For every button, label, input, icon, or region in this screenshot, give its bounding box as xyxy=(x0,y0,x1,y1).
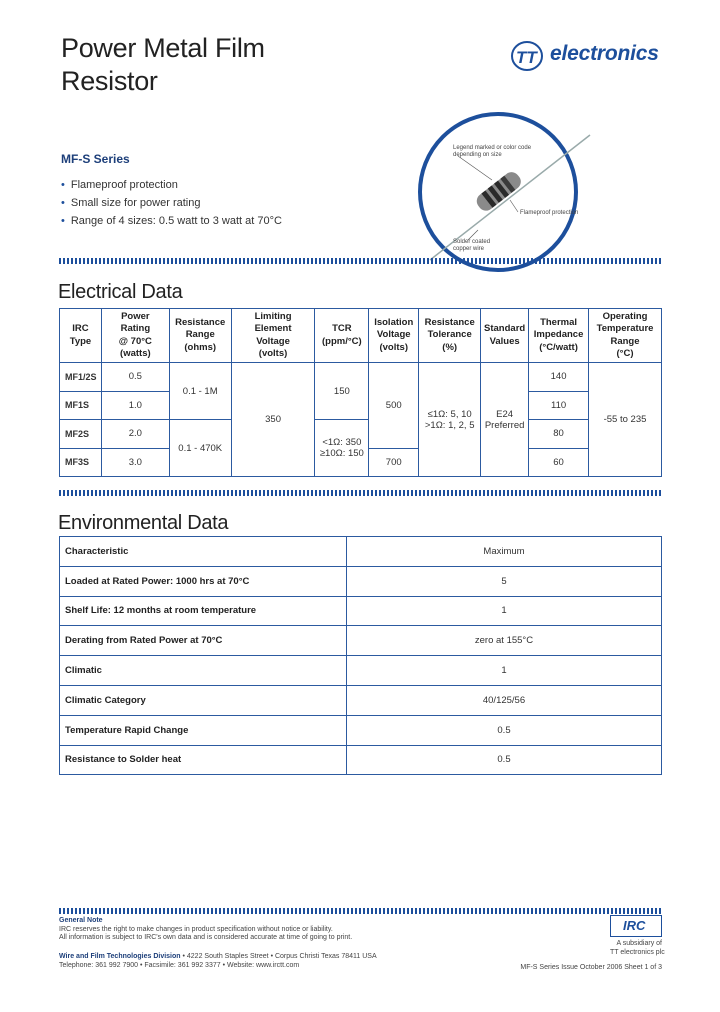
col-header-tolerance: Resistance Tolerance (%) xyxy=(419,309,481,363)
general-note xyxy=(59,917,352,943)
col-header-voltage: Limiting Element Voltage (volts) xyxy=(231,309,315,363)
table-row xyxy=(60,596,662,626)
characteristic-cell: Loaded at Rated Power: 1000 hrs at 70°C xyxy=(60,566,347,596)
maximum-cell: 1 xyxy=(347,596,662,626)
header-maximum: Maximum xyxy=(347,537,662,567)
standard-cell: E24 Preferred xyxy=(481,363,529,477)
isolation-cell: 700 xyxy=(369,448,419,477)
contact-line: Telephone: 361 992 7900 • Facsimile: 361 992 3377 • Website: www.irctt.com xyxy=(59,961,300,969)
operating-cell: -55 to 235 xyxy=(589,363,662,477)
tolerance-cell: ≤1Ω: 5, 10 >1Ω: 1, 2, 5 xyxy=(419,363,481,477)
characteristic-cell: Climatic xyxy=(60,656,347,686)
callout-flameproof: Flameproof protection xyxy=(520,210,579,216)
footer-divider xyxy=(59,908,662,914)
power-cell: 1.0 xyxy=(101,391,169,420)
type-cell: MF3S xyxy=(60,448,102,477)
table-row xyxy=(60,656,662,686)
isolation-cell: 500 xyxy=(369,363,419,449)
tt-electronics-logo xyxy=(510,38,666,74)
col-header-isolation: Isolation Voltage (volts) xyxy=(369,309,419,363)
environmental-section-title: Environmental Data xyxy=(58,512,229,534)
irc-logo-text: IRC xyxy=(623,918,646,933)
note-line-1: IRC reserves the right to make changes in product specification without notice or liability. xyxy=(59,925,333,933)
header-characteristic: Characteristic xyxy=(60,537,347,567)
issue-info: MF-S Series Issue October 2006 Sheet 1 of 3 xyxy=(520,964,662,971)
col-header-type: IRC Type xyxy=(60,309,102,363)
table-row xyxy=(60,715,662,745)
title-line-2: Resistor xyxy=(61,66,158,96)
feature-item: • Small size for power rating xyxy=(61,197,201,209)
tcr-cell: <1Ω: 350 ≥10Ω: 150 xyxy=(315,420,369,477)
power-cell: 0.5 xyxy=(101,363,169,392)
characteristic-cell: Resistance to Solder heat xyxy=(60,745,347,775)
feature-item: • Range of 4 sizes: 0.5 watt to 3 watt at 70°C xyxy=(61,215,282,227)
bullet-icon: • xyxy=(61,215,65,227)
division-address: • 4222 South Staples Street • Corpus Christi Texas 78411 USA xyxy=(182,953,377,960)
type-cell: MF1/2S xyxy=(60,363,102,392)
maximum-cell: 1 xyxy=(347,656,662,686)
note-title: General Note xyxy=(59,917,103,924)
maximum-cell: zero at 155°C xyxy=(347,626,662,656)
bullet-icon: • xyxy=(61,179,65,191)
maximum-cell: 40/125/56 xyxy=(347,685,662,715)
col-header-standard: Standard Values xyxy=(481,309,529,363)
characteristic-cell: Temperature Rapid Change xyxy=(60,715,347,745)
characteristic-cell: Derating from Rated Power at 70°C xyxy=(60,626,347,656)
table-header-row xyxy=(60,309,662,363)
col-header-tcr: TCR (ppm/°C) xyxy=(315,309,369,363)
col-header-power: Power Rating @ 70°C (watts) xyxy=(101,309,169,363)
characteristic-cell: Climatic Category xyxy=(60,685,347,715)
thermal-cell: 80 xyxy=(529,420,589,449)
type-cell: MF2S xyxy=(60,420,102,449)
maximum-cell: 0.5 xyxy=(347,745,662,775)
power-cell: 3.0 xyxy=(101,448,169,477)
tcr-cell: 150 xyxy=(315,363,369,420)
table-row xyxy=(60,420,662,449)
table-header-row xyxy=(60,537,662,567)
svg-text:TT: TT xyxy=(516,48,537,67)
irc-logo xyxy=(610,915,662,937)
range-cell: 0.1 - 470K xyxy=(169,420,231,477)
type-cell: MF1S xyxy=(60,391,102,420)
feature-item: • Flameproof protection xyxy=(61,179,178,191)
range-cell: 0.1 - 1M xyxy=(169,363,231,420)
bullet-icon: • xyxy=(61,197,65,209)
title-line-1: Power Metal Film xyxy=(61,33,265,63)
subsidiary-info: A subsidiary of TT electronics plc xyxy=(610,940,665,956)
maximum-cell: 5 xyxy=(347,566,662,596)
table-row xyxy=(60,626,662,656)
callout-color-code: Legend marked or color code depending on size xyxy=(453,145,532,158)
logo-text: electronics xyxy=(550,42,659,65)
electrical-data-table xyxy=(59,308,662,477)
division-name: Wire and Film Technologies Division xyxy=(59,953,181,960)
table-row xyxy=(60,745,662,775)
series-name: MF-S Series xyxy=(61,152,130,166)
section-divider xyxy=(59,490,662,496)
table-row xyxy=(60,685,662,715)
table-row xyxy=(60,566,662,596)
callout-solder-wire: Solder coated copper wire xyxy=(453,239,491,252)
col-header-operating: Operating Temperature Range (°C) xyxy=(589,309,662,363)
power-cell: 2.0 xyxy=(101,420,169,449)
characteristic-cell: Shelf Life: 12 months at room temperature xyxy=(60,596,347,626)
thermal-cell: 60 xyxy=(529,448,589,477)
maximum-cell: 0.5 xyxy=(347,715,662,745)
environmental-data-table xyxy=(59,536,662,775)
col-header-thermal: Thermal Impedance (°C/watt) xyxy=(529,309,589,363)
tt-logo-mark-icon xyxy=(510,38,550,74)
thermal-cell: 110 xyxy=(529,391,589,420)
electrical-section-title: Electrical Data xyxy=(58,281,183,303)
thermal-cell: 140 xyxy=(529,363,589,392)
division-info xyxy=(59,953,377,970)
table-row xyxy=(60,363,662,392)
col-header-range: Resistance Range (ohms) xyxy=(169,309,231,363)
note-line-2: All information is subject to IRC's own data and is considered accurate at time of going to print. xyxy=(59,934,353,941)
feature-list xyxy=(61,176,282,230)
section-divider xyxy=(59,258,662,264)
voltage-cell: 350 xyxy=(231,363,315,477)
page-title xyxy=(61,32,265,98)
